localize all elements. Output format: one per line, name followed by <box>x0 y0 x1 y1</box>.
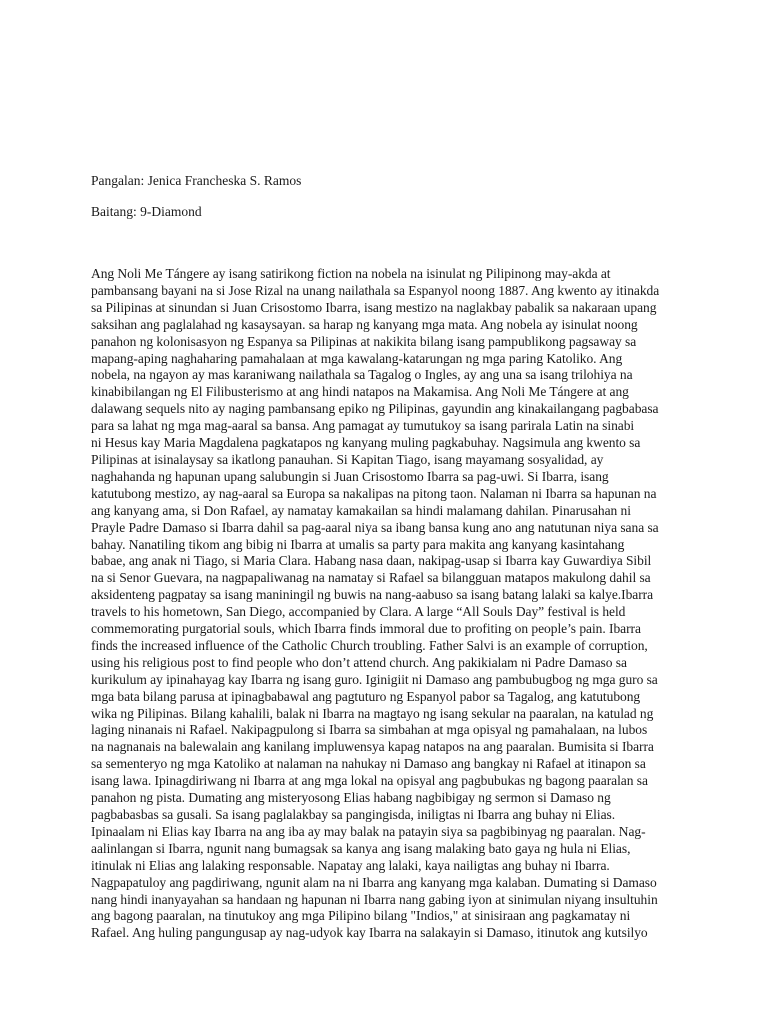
essay-line: isang lawa. Ipinagdiriwang ni Ibarra at ang mga lokal na opisyal ang pagbubukas ng bagong paaralan sa <box>91 773 648 789</box>
essay-line: katutubong mestizo, ay nag-aaral sa Europa sa nakalipas na pitong taon. Nalaman ni Ibarra sa hapunan na <box>91 485 657 501</box>
essay-line: commemorating purgatorial souls, which Ibarra finds immoral due to profiting on people’s pain. Ibarra <box>91 621 641 637</box>
essay-line: Rafael. Ang huling pangungusap ay nag-udyok kay Ibarra na salakayin si Damaso, itinutok ang kutsilyo <box>91 925 648 941</box>
essay-line: sa sementeryo ng mga Katoliko at nalaman na nahukay ni Damaso ang bangkay ni Rafael at itinapon sa <box>91 756 646 772</box>
essay-line: pagbabasbas sa gusali. Sa isang paglalakbay sa pangingisda, iniligtas ni Ibarra ang buhay ni Elias. <box>91 807 616 822</box>
essay-line: para sa lahat ng mga mag-aaral sa bansa. Ang pamagat ay tumutukoy sa isang parirala Latin na sinabi <box>91 418 635 434</box>
essay-line: bahay. Nanatiling tikom ang bibig ni Ibarra at umalis sa party para makita ang kanyang kasintahang <box>91 536 625 552</box>
essay-line: nobela, na ngayon ay mas karaniwang nailathala sa Tagalog o Ingles, ay ang una sa isang trilohiya na <box>91 367 633 383</box>
essay-line: sa Pilipinas at sinundan si Juan Crisostomo Ibarra, isang mestizo na naglakbay pabalik sa nakaraan upang <box>91 299 657 315</box>
essay-line: saksihan ang paglalahad ng kasaysayan. sa harap ng kanyang mga mata. Ang nobela ay isinulat noong <box>91 316 638 332</box>
essay-line: aksidenteng pagpatay sa isang maniningil ng buwis na nang-aabuso sa isang batang lalaki sa kalye.Ibarra <box>91 587 654 603</box>
essay-line: itinulak ni Elias ang lalaking responsable. Napatay ang lalaki, kaya nailigtas ang buhay ni Ibarra. <box>91 857 610 873</box>
essay-body <box>91 266 731 942</box>
essay-line: babae, ang anak ni Tiago, si Maria Clara. Habang nasa daan, nakipag-usap si Ibarra kay Guwardiya Sibil <box>91 553 652 569</box>
essay-line: aalinlangan si Ibarra, ngunit nang bumagsak sa kanya ang isang malaking bato gaya ng hula ni Elias, <box>91 840 631 856</box>
essay-line: na nagnanais na balewalain ang kanilang impluwensya kapag natapos na ang paaralan. Bumisita si Ibarra <box>91 739 654 755</box>
essay-line: travels to his hometown, San Diego, accompanied by Clara. A large “All Souls Day” festival is held <box>91 604 626 620</box>
essay-line: laging ninanais ni Rafael. Nakipagpulong si Ibarra sa simbahan at mga opisyal ng pamahalaan, na lubos <box>91 722 648 738</box>
essay-line: ang kanyang ama, si Don Rafael, ay namatay kamakailan sa hindi malamang dahilan. Pinarusahan ni <box>91 502 631 518</box>
student-name: Pangalan: Jenica Francheska S. Ramos <box>91 173 302 188</box>
essay-line: using his religious post to find people who don’t attend church. Ang pakikialam ni Padre Damaso sa <box>91 654 627 670</box>
essay-line: ni Hesus kay Maria Magdalena pagkatapos ng kanyang muling pagkabuhay. Nagsimula ang kwento sa <box>91 435 641 451</box>
essay-line: dalawang sequels nito ay naging pambansang epiko ng Pilipinas, gayundin ang kinakailangang pagbabasa <box>91 401 659 417</box>
essay-line: Prayle Padre Damaso si Ibarra dahil sa pag-aaral niya sa ibang bansa kung ano ang natutunan niya sana sa <box>91 519 659 535</box>
essay-line: ang bagong paaralan, na tinutukoy ang mga Pilipino bilang "Indios," at sinisiraan ang pagkamatay ni <box>91 908 631 924</box>
essay-line: kurikulum ay ipinahayag kay Ibarra ng isang guro. Iginigiit ni Damaso ang pambubugbog ng mga guro sa <box>91 671 658 687</box>
essay-line: naghahanda ng hapunan upang salubungin si Juan Crisostomo Ibarra sa pag-uwi. Si Ibarra, isang <box>91 468 609 484</box>
essay-line: Ipinaalam ni Elias kay Ibarra na ang iba ay may balak na patayin siya sa pagbibinyag ng paaralan. Nag- <box>91 823 646 839</box>
essay-line: finds the increased influence of the Catholic Church troubling. Father Salvi is an example of corruption, <box>91 637 648 653</box>
essay-line: wika ng Pilipinas. Bilang kahalili, balak ni Ibarra na magtayo ng isang sekular na paaralan, na katulad ng <box>91 705 654 721</box>
essay-line: Ang Noli Me Tángere ay isang satirikong fiction na nobela na isinulat ng Pilipinong may-akda at <box>91 266 611 281</box>
essay-line: Pilipinas at isinalaysay sa ikatlong panauhan. Si Kapitan Tiago, isang mayamang sosyalidad, ay <box>91 451 604 467</box>
essay-line: pambansang bayani na si Jose Rizal na unang nailathala sa Espanyol noong 1887. Ang kwento ay itinakda <box>91 282 660 298</box>
student-grade: Baitang: 9-Diamond <box>91 204 202 219</box>
essay-line: nang hindi inanyayahan sa handaan ng hapunan ni Ibarra nang gabing iyon at sinimulan niyang insultuhin <box>91 891 658 907</box>
essay-line: kinabibilangan ng El Filibusterismo at ang hindi natapos na Makamisa. Ang Noli Me Tángere at ang <box>91 384 629 400</box>
essay-line: panahon ng pista. Dumating ang misteryosong Elias habang nagbibigay ng sermon si Damaso ng <box>91 790 611 806</box>
essay-line: mapang-aping naghaharing pamahalaan at mga kawalang-katarungan ng mga paring Katoliko. Ang <box>91 350 623 366</box>
essay-line: Nagpapatuloy ang pagdiriwang, ngunit alam na ni Ibarra ang kanyang mga kalaban. Dumating si Damaso <box>91 874 657 890</box>
essay-line: panahon ng kolonisasyon ng Espanya sa Pilipinas at nakikita bilang isang pampublikong pagsaway sa <box>91 333 637 349</box>
essay-line: mga bata bilang parusa at ipinagbabawal ang pagtuturo ng Espanyol pabor sa Tagalog, ang katutubong <box>91 688 641 704</box>
essay-line: na si Senor Guevara, na nagpapaliwanag na namatay si Rafael sa bilangguan matapos makulong dahil sa <box>91 570 651 586</box>
